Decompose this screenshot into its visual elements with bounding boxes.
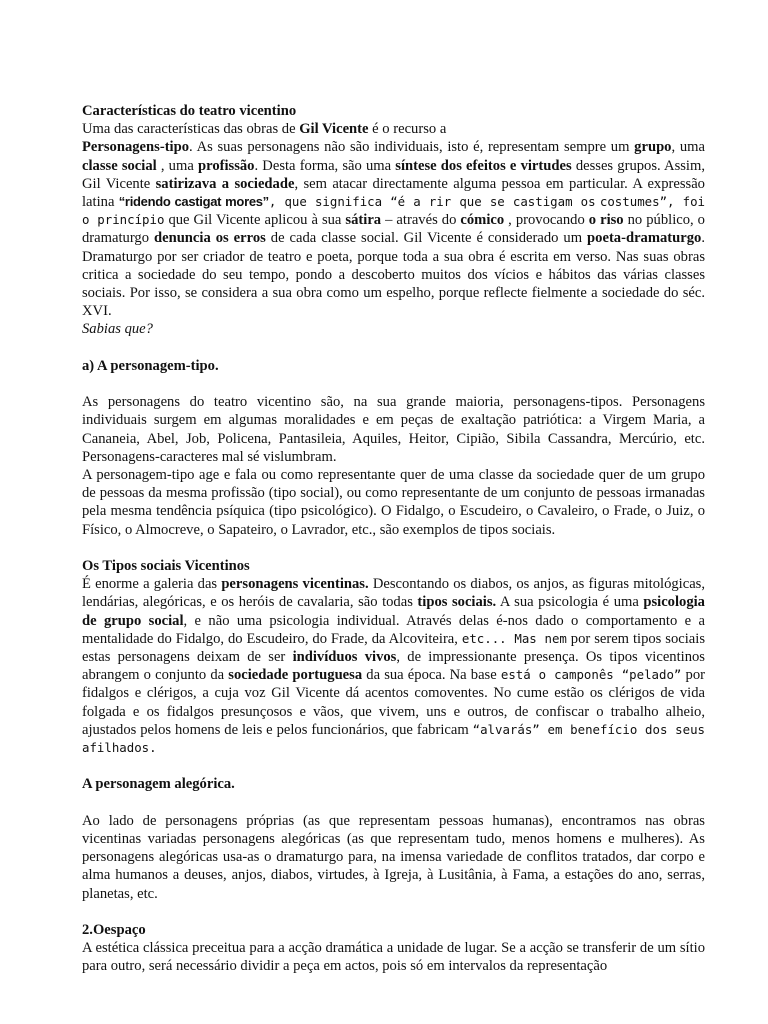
heading-personagem-alegorica: A personagem alegórica. (82, 776, 235, 793)
paragraph: A personagem-tipo age e fala ou como representante quer de uma classe da sociedade quer de um grupo de pessoas da mesma profissão (tipo social), ou como representante de um conjunto de pessoas irmanadas pela mesma tendência psíquica (tipo psicológico). O Fidalgo, o Escudeiro, o Cavaleiro, o Frade, o Juiz, o Físico, o Almocreve, o Sapateiro, o Lavrador, etc., são exemplos de tipos sociais. (82, 467, 705, 538)
paragraph: É enorme a galeria das personagens vicentinas. Descontando os diabos, os anjos, as figuras mitológicas, lendárias, alegóricas, e os heróis de cavalaria, são todas tipos sociais. A sua psicologia é uma psicologia de grupo social, e não uma psicologia individual. Através delas é-nos dado o comportamento e a mentalidade do Fidalgo, do Escudeiro, do Frade, da Alcoviteira, etc... Mas nem por serem tipos sociais estas personagens deixam de ser indivíduos vivos, de impressionante presença. Os tipos vicentinos abrangem o conjunto da sociedade portuguesa da sua época. Na base está o camponês “pelado” por fidalgos e clérigos, a cuja voz Gil Vicente dá acentos comoventes. No cume estão os clérigos de vida folgada e os fidalgos presunçosos e vãos, que vivem, uns e outros, de confiscar o trabalho alheio, ajustados pelos homens de leis e pelos funcionários, que fabricam “alvarás” em benefício dos seus afilhados. (82, 576, 706, 756)
paragraph: Ao lado de personagens próprias (as que representam pessoas humanas), encontramos nas obras vicentinas variadas personagens alegóricas (as que representam tudo, menos homens e mulheres). As personagens alegóricas usa-as o dramaturgo para, na imensa variedade de conflitos tratados, dar corpo e alma humanos a deuses, anjos, diabos, virtudes, à Igreja, à Lusitânia, à Fama, a estações do ano, serras, planetas, etc. (82, 812, 705, 902)
heading-espaco: 2.Oespaço (82, 922, 146, 939)
section-caracteristicas (82, 102, 705, 339)
heading-tipos-sociais: Os Tipos sociais Vicentinos (82, 558, 250, 575)
section-title: Características do teatro vicentino (82, 103, 297, 119)
paragraph: A estética clássica preceitua para a acção dramática a unidade de lugar. Se a acção se transferir de um sítio para outro, será necessário dividir a peça em actos, pois só em intervalos da representação (82, 940, 705, 975)
paragraph: Uma das características das obras de Gil Vicente é o recurso a Personagens-tipo. As suas personagens não são individuais, isto é, representam sempre um grupo, uma classe social , uma profissão. Desta forma, são uma síntese dos efeitos e virtudes desses grupos. Assim, Gil Vicente satirizava a sociedade, sem atacar directamente alguma pessoa em particular. A expressão latina “ridendo castigat mores”, que significa “é a rir que se castigam os costumes”, foi o princípio que Gil Vicente aplicou à sua sátira – através do cómico , provocando o riso no público, o dramaturgo denuncia os erros de cada classe social. Gil Vicente é considerado um poeta-dramaturgo. Dramaturgo por ser criador de teatro e poeta, porque toda a sua obra é escrita em verso. Nas suas obras critica a sociedade do seu tempo, pondo a descoberto muitos dos vícios e hábitos das várias classes sociais. Por isso, se considera a sua obra como um espelho, porque reflecte fielmente a sociedade do séc. XVI. (82, 121, 706, 320)
sabias-que: Sabias que? (82, 321, 153, 338)
paragraph: As personagens do teatro vicentino são, na sua grande maioria, personagens-tipos. Personagens individuais surgem em algumas moralidades e em peças de exaltação patriótica: a Virgem Maria, a Cananeia, Abel, Job, Policena, Pantasileia, Aquiles, Heitor, Cipião, Sibila Cassandra, Mercúrio, etc. Personagens-caracteres mal sé vislumbram. (82, 394, 705, 465)
heading-personagem-tipo: a) A personagem-tipo. (82, 357, 219, 374)
